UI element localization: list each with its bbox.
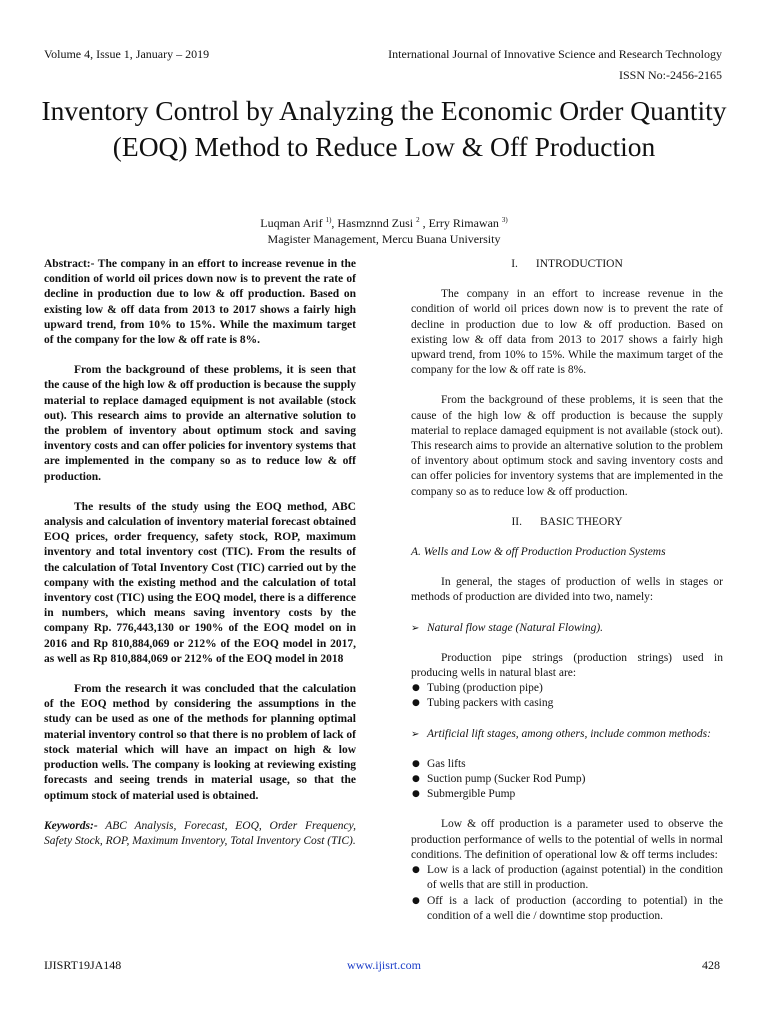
footer-code: IJISRT19JA148 <box>44 958 122 972</box>
author-1: Luqman Arif <box>260 216 326 230</box>
section-number: II. <box>511 515 522 528</box>
author-3: , Erry Rimawan <box>419 216 502 230</box>
section-title: INTRODUCTION <box>535 258 623 270</box>
subsection-a-heading: A. Wells and Low & off Production Production Systems <box>411 546 666 559</box>
bullet-icon: ● <box>412 789 420 800</box>
low-off-list <box>411 863 723 924</box>
author-names <box>40 212 728 231</box>
list-item: ● Suction pump (Sucker Rod Pump) <box>411 772 723 787</box>
bullet-icon: ● <box>412 895 420 906</box>
footer-url-link[interactable]: www.ijisrt.com <box>347 958 421 972</box>
stage-natural-flow-text: Production pipe strings (production strings) used in producing wells in natural blast are: <box>411 651 723 680</box>
section-title: BASIC THEORY <box>540 515 623 528</box>
stage-label: Artificial lift stages, among others, include common methods: <box>427 727 711 740</box>
artificial-lift-list <box>411 757 723 803</box>
keywords <box>44 819 356 849</box>
author-1-affil: 1) <box>325 216 332 224</box>
intro-paragraph-1: The company in an effort to increase revenue in the condition of world oil prices down now is to prevent the rate of decline in production due to low & off production. Based on existing low & off data from 2013 to 2017 shows a fairly high upward trend, from 10% to 15%. While the maximum target of the company for the low & off rate is 8%. <box>411 288 723 377</box>
bullet-icon: ● <box>412 683 420 694</box>
section-number: I. <box>511 258 518 270</box>
bullet-icon: ● <box>412 758 420 769</box>
author-2: , Hasmznnd Zusi <box>331 216 417 230</box>
right-column <box>411 257 723 939</box>
affiliation: Magister Management, Mercu Buana University <box>267 232 501 246</box>
section-basic-theory-heading <box>411 515 723 530</box>
list-item: ● Low is a lack of production (against potential) in the condition of wells that are still in production. <box>412 864 723 892</box>
author-2-affil: 2 <box>416 216 420 224</box>
bullet-icon: ● <box>412 865 420 876</box>
bullet-icon: ● <box>412 698 420 709</box>
header-issn: ISSN No:-2456-2165 <box>618 68 722 82</box>
list-item: ● Tubing (production pipe) <box>411 681 723 696</box>
arrow-bullet-icon: ➢ <box>411 622 420 634</box>
stage-natural-flow <box>411 621 723 636</box>
subsection-a-paragraph: In general, the stages of production of wells in stages or methods of production are divided into two, namely: <box>411 576 723 604</box>
abstract-paragraph-3: The results of the study using the EOQ method, ABC analysis and calculation of inventory material forecast obtained EOQ prices, order frequency, safety stock, ROP, maximum inventory and total inventory cost (TIC). From the results of the calculation of Total Inventory Cost (TIC) carried out by the company with the existing method and the calculation of total inventory cost (TIC) using the EOQ model, there is a difference in numbers, which means saving inventory costs by the company Rp. 776,443,130 or 190% of the EOQ model on in 2016 and Rp 810,884,069 or 212% of the EOQ model in 2017, as well as Rp 810,884,069 or 212% of the EOQ model in 2018 <box>44 500 356 665</box>
left-column <box>44 257 356 864</box>
intro-paragraph-2: From the background of these problems, it is seen that the cause of the high low & off production is because the supply material to replace damaged equipment is not available (stock out). This research aims to provide an alternative solution to the problem of inventory about optimum stock and saving inventory costs and can offer policies for inventory systems that are implemented in the company so as to reduce low & off production. <box>411 394 723 498</box>
page-number: 428 <box>702 958 720 972</box>
stage-label: Natural flow stage (Natural Flowing). <box>427 621 604 634</box>
abstract-paragraph-1: Abstract:- The company in an effort to increase revenue in the condition of world oil prices down now is to prevent the rate of decline in production due to low & off production. Based on existing low & off data from 2013 to 2017 shows a fairly high upward trend, from 10% to 15%. While the maximum target of the company for the low & off rate is 8%. <box>44 258 356 347</box>
author-block <box>40 212 728 247</box>
list-item: ● Off is a lack of production (according to potential) in the condition of a well die / downtime stop production. <box>412 894 723 922</box>
bullet-icon: ● <box>412 774 420 785</box>
low-off-paragraph: Low & off production is a parameter used to observe the production performance of wells to the potential of wells in normal conditions. The definition of operational low & off terms includes: <box>411 818 723 861</box>
author-3-affil: 3) <box>501 216 508 224</box>
keywords-label: Keywords:- <box>44 819 98 832</box>
natural-flow-list <box>411 681 723 711</box>
header-volume: Volume 4, Issue 1, January – 2019 <box>44 47 210 61</box>
list-item: ● Gas lifts <box>411 757 723 772</box>
section-introduction-heading <box>411 257 723 272</box>
arrow-bullet-icon: ➢ <box>411 728 420 740</box>
abstract-paragraph-4: From the research it was concluded that the calculation of the EOQ method by considering the assumptions in the study can be used as one of the methods for planning optimal material inventory control so that there is no problem of lack of stock material which will have an impact on high & low production wells. The company is looking at reviewing existing forecasts and seeing trends in material usage, so that the optimum stock of material used is obtained. <box>44 683 356 802</box>
stage-artificial-lift <box>411 727 723 742</box>
list-item: ● Submergible Pump <box>411 787 723 802</box>
header-journal: International Journal of Innovative Science and Research Technology <box>388 47 722 61</box>
keywords-text: ABC Analysis, Forecast, EOQ, Order Frequency, Safety Stock, ROP, Maximum Inventory, Total Inventory Cost (TIC). <box>44 819 356 847</box>
paper-title: Inventory Control by Analyzing the Economic Order Quantity (EOQ) Method to Reduce Low & Off Production <box>41 95 727 162</box>
abstract-paragraph-2: From the background of these problems, it is seen that the cause of the high low & off production is because the supply material to replace damaged equipment is not available (stock out). This research aims to provide an alternative solution to the problem of inventory about optimum stock and saving inventory costs and can offer policies for inventory systems that are implemented in the company so as to reduce low & off production. <box>44 364 356 483</box>
list-item: ● Tubing packers with casing <box>411 696 723 711</box>
